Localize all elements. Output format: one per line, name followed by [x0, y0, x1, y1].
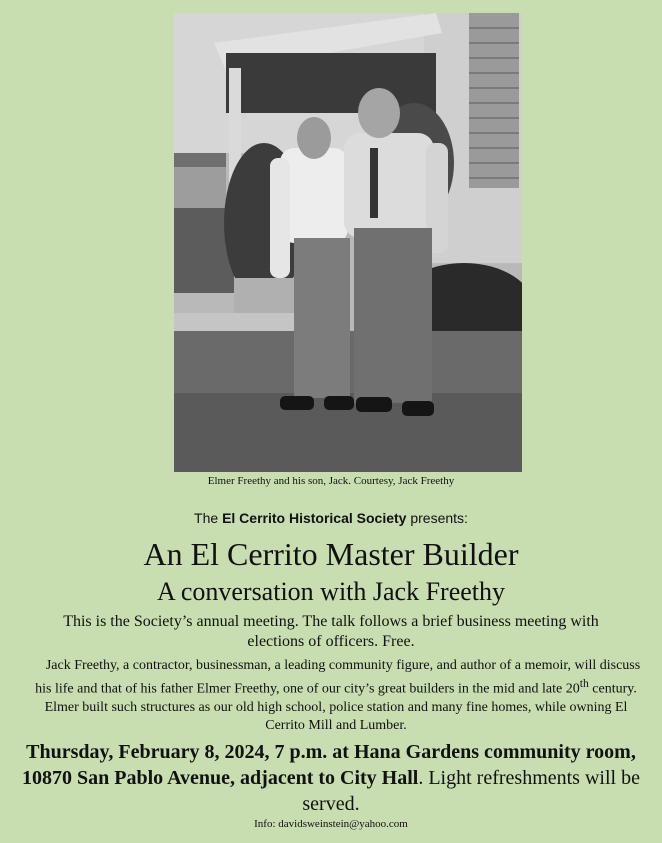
presents-prefix: The	[194, 510, 223, 526]
event-subtitle: A conversation with Jack Freethy	[156, 577, 506, 606]
description-superscript: th	[579, 677, 589, 690]
photo-illustration	[174, 13, 522, 472]
annual-meeting-note: This is the Society’s annual meeting. The talk follows a brief business meeting with elections of officers. Free.	[63, 613, 599, 650]
society-name: El Cerrito Historical Society	[222, 510, 407, 526]
event-date-location: Thursday, February 8, 2024, 7 p.m. at Hana Gardens community room, 10870 San Pablo Avenue, adjacent to City Hall	[22, 741, 636, 789]
historical-photo	[174, 13, 522, 472]
event-details	[20, 739, 642, 817]
photo-caption: Elmer Freethy and his son, Jack. Courtesy, Jack Freethy	[207, 475, 455, 487]
description-part-2: century. Elmer built such structures as our old high school, police station and many fine homes, while owning El Cerrito Mill and Lumber.	[44, 681, 637, 733]
presenter-line	[0, 510, 662, 526]
presents-suffix: presents:	[406, 510, 468, 526]
contact-info: Info: davidsweinstein@yahoo.com	[254, 818, 408, 830]
event-title: An El Cerrito Master Builder	[143, 536, 519, 572]
refreshments-note: . Light refreshments will be served.	[302, 767, 640, 815]
event-description	[30, 657, 642, 735]
description-part-1: Jack Freethy, a contractor, businessman, a leading community figure, and author of a memoir, will discuss his life and that of his father Elmer Freethy, one of our city’s great builders in the mid and late 20	[35, 658, 641, 697]
